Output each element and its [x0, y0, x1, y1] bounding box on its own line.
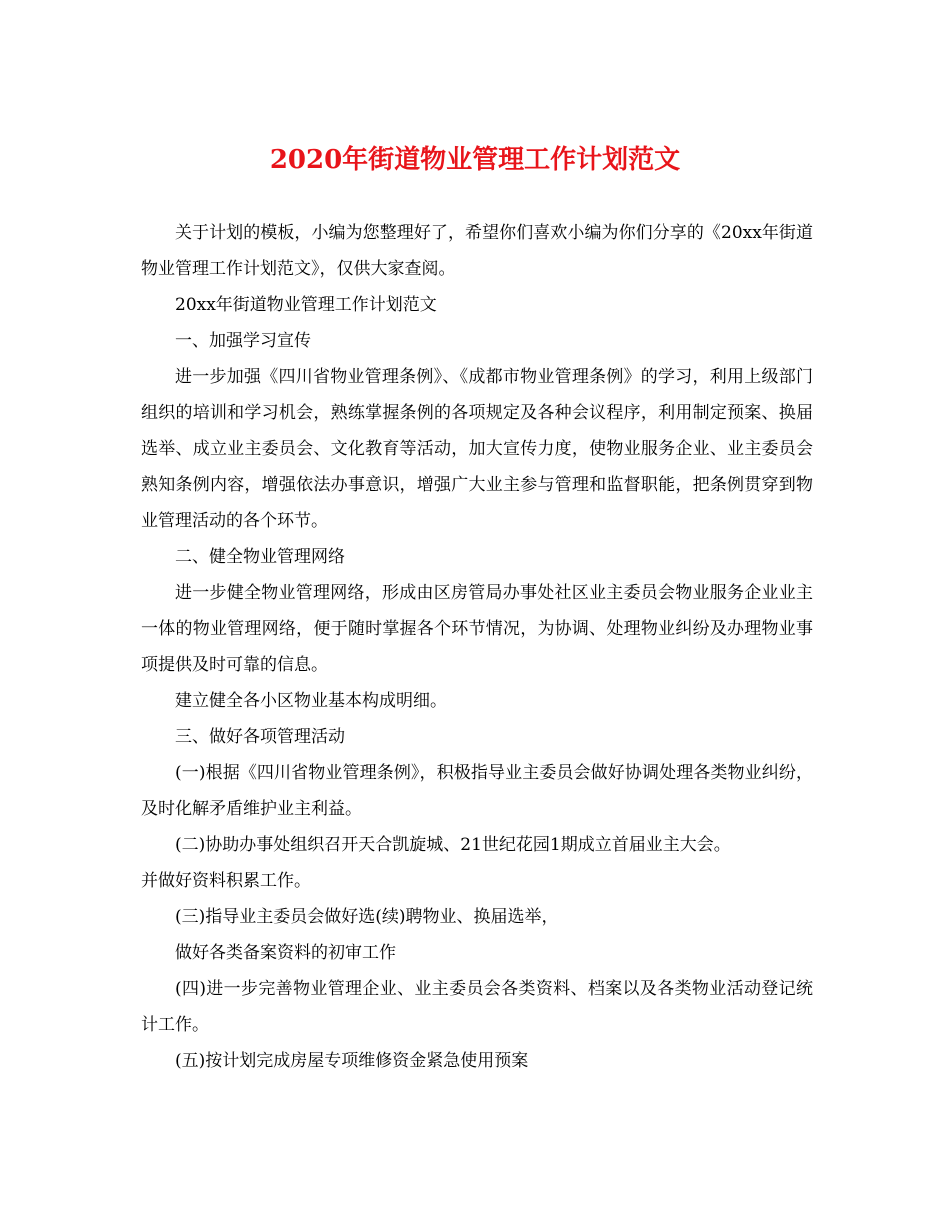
intro-paragraph: 关于计划的模板，小编为您整理好了，希望你们喜欢小编为你们分享的《20xx年街道物业管理工作计划范文》，仅供大家查阅。 — [141, 223, 813, 279]
section-heading-3: 三、做好各项管理活动 — [175, 727, 345, 747]
section-2-paragraph-2: 建立健全各小区物业基本构成明细。 — [175, 691, 447, 711]
item-4-paragraph: (四)进一步完善物业管理企业、业主委员会各类资料、档案以及各类物业活动登记统计工作。 — [141, 979, 813, 1035]
item-3-paragraph: (三)指导业主委员会做好选(续)聘物业、换届选举， — [175, 907, 559, 927]
document-body — [141, 215, 813, 1079]
item-5-paragraph: (五)按计划完成房屋专项维修资金紧急使用预案 — [175, 1051, 529, 1071]
item-2-continuation: 并做好资料积累工作。 — [141, 871, 311, 891]
item-2-paragraph: (二)协助办事处组织召开天合凯旋城、21世纪花园1期成立首届业主大会。 — [175, 835, 731, 855]
section-heading-2: 二、健全物业管理网络 — [175, 547, 345, 567]
section-heading-1: 一、加强学习宣传 — [175, 331, 311, 351]
subtitle-paragraph: 20xx年街道物业管理工作计划范文 — [175, 295, 437, 315]
section-2-paragraph: 进一步健全物业管理网络，形成由区房管局办事处社区业主委员会物业服务企业业主一体的物业管理网络，便于随时掌握各个环节情况，为协调、处理物业纠纷及办理物业事项提供及时可靠的信息。 — [141, 583, 813, 675]
item-1-paragraph: (一)根据《四川省物业管理条例》，积极指导业主委员会做好协调处理各类物业纠纷，及时化解矛盾维护业主利益。 — [141, 763, 813, 819]
item-3-continuation: 做好各类备案资料的初审工作 — [175, 943, 396, 963]
document-title: 2020年街道物业管理工作计划范文 — [269, 145, 681, 175]
section-1-paragraph: 进一步加强《四川省物业管理条例》、《成都市物业管理条例》的学习，利用上级部门组织的培训和学习机会，熟练掌握条例的各项规定及各种会议程序，利用制定预案、换届选举、成立业主委员会、文化教育等活动，加大宣传力度，使物业服务企业、业主委员会熟知条例内容，增强依法办事意识，增强广大业主参与管理和监督职能，把条例贯穿到物业管理活动的各个环节。 — [141, 367, 813, 531]
